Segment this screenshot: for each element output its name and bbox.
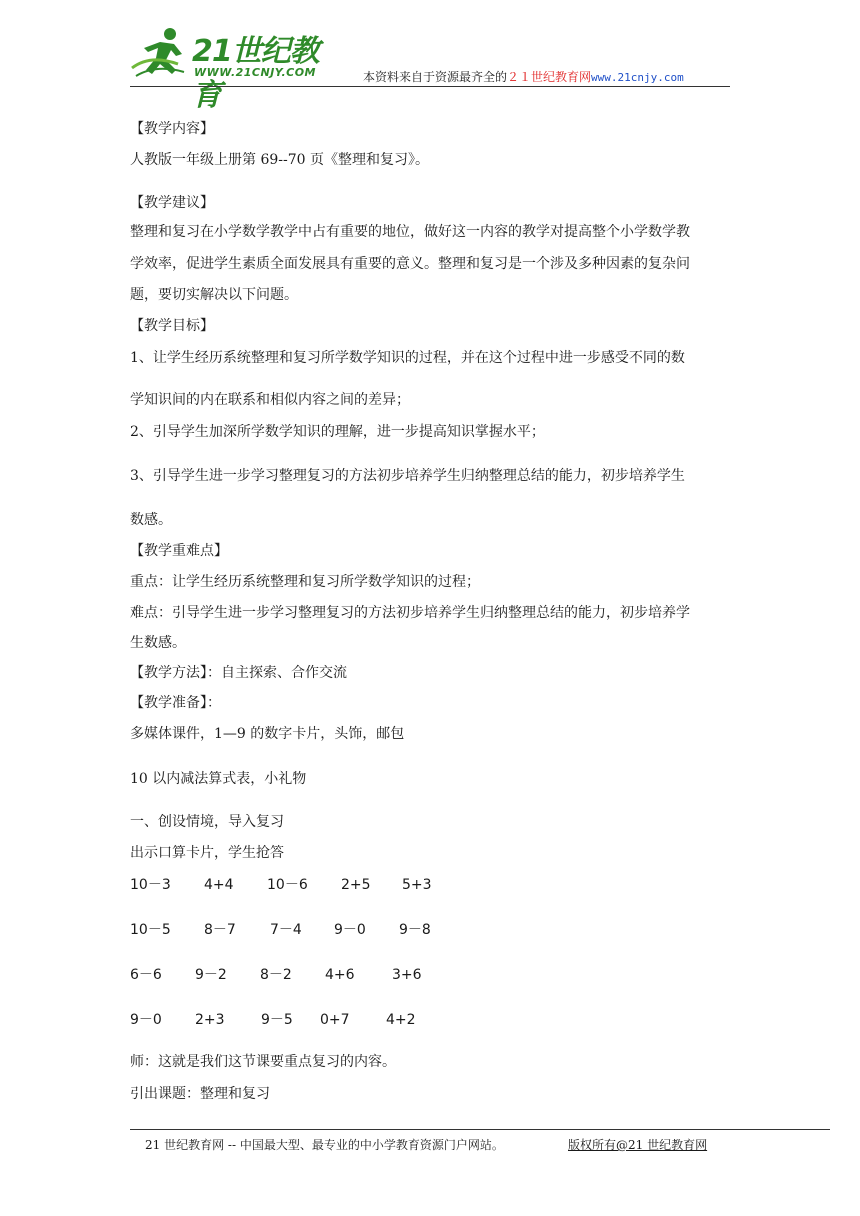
calc-item: 9－2: [195, 967, 227, 983]
section-heading-goals: 【教学目标】: [130, 318, 214, 334]
logo-url: WWW.21CNJY.COM: [194, 66, 316, 79]
page-header: [130, 24, 730, 113]
site-logo: [130, 24, 340, 113]
paragraph-line: 引出课题：整理和复习: [130, 1086, 270, 1102]
calc-item: 2+3: [195, 1012, 225, 1028]
header-note: [363, 68, 684, 85]
paragraph-line: 学知识间的内在联系和相似内容之间的差异；: [130, 392, 410, 408]
paragraph-line: 10 以内减法算式表，小礼物: [130, 771, 307, 787]
calc-item: 10－6: [267, 877, 308, 893]
section-heading-preparation: 【教学准备】：: [130, 695, 221, 711]
paragraph-line: 师：这就是我们这节课要重点复习的内容。: [130, 1054, 396, 1070]
paragraph-line: 出示口算卡片，学生抢答: [130, 845, 284, 861]
section-heading-methods: 【教学方法】：自主探索、合作交流: [130, 665, 347, 681]
section-heading-intro: 一、创设情境，导入复习: [130, 814, 284, 830]
calc-item: 4+4: [204, 877, 234, 893]
calc-item: 8－2: [260, 967, 292, 983]
calc-item: 9－0: [130, 1012, 162, 1028]
calc-item: 9－0: [334, 922, 366, 938]
calc-item: 4+2: [386, 1012, 416, 1028]
calc-item: 5+3: [402, 877, 432, 893]
paragraph-line: 题，要切实解决以下问题。: [130, 287, 298, 303]
section-heading-keypoints: 【教学重难点】: [130, 543, 228, 559]
paragraph-line: 生数感。: [130, 635, 186, 651]
paragraph-line: 数感。: [130, 512, 172, 528]
header-note-url[interactable]: www.21cnjy.com: [591, 71, 684, 84]
calc-item: 0+7: [320, 1012, 350, 1028]
section-heading-content: 【教学内容】: [130, 121, 214, 137]
calc-item: 9－5: [261, 1012, 293, 1028]
calc-item: 10－3: [130, 877, 171, 893]
paragraph-line: 1、让学生经历系统整理和复习所学数学知识的过程，并在这个过程中进一步感受不同的数: [130, 350, 685, 366]
logo-text: 21世纪教育: [192, 34, 319, 113]
paragraph-line: 整理和复习在小学数学教学中占有重要的地位，做好这一内容的教学对提高整个小学数学教: [130, 224, 690, 240]
calc-item: 3+6: [392, 967, 422, 983]
calc-item: 2+5: [341, 877, 371, 893]
paragraph-line: 重点：让学生经历系统整理和复习所学数学知识的过程；: [130, 574, 480, 590]
paragraph-line: 3、引导学生进一步学习整理复习的方法初步培养学生归纳整理总结的能力，初步培养学生: [130, 468, 685, 484]
calc-item: 6－6: [130, 967, 162, 983]
calc-item: 7－4: [270, 922, 302, 938]
paragraph-line: 人教版一年级上册第 69--70 页《整理和复习》。: [130, 152, 429, 168]
calc-item: 9－8: [399, 922, 431, 938]
paragraph-line: 难点：引导学生进一步学习整理复习的方法初步培养学生归纳整理总结的能力，初步培养学: [130, 605, 690, 621]
calc-item: 4+6: [325, 967, 355, 983]
paragraph-line: 学效率，促进学生素质全面发展具有重要的意义。整理和复习是一个涉及多种因素的复杂问: [130, 256, 690, 272]
paragraph-line: 多媒体课件，1—9 的数字卡片，头饰，邮包: [130, 726, 405, 742]
calc-item: 10－5: [130, 922, 171, 938]
header-divider: [130, 86, 730, 87]
footer-divider: [130, 1129, 830, 1130]
calc-item: 8－7: [204, 922, 236, 938]
paragraph-line: 2、引导学生加深所学数学知识的理解，进一步提高知识掌握水平；: [130, 424, 545, 440]
header-note-brand[interactable]: ２１世纪教育网: [507, 70, 592, 84]
copyright-link[interactable]: 版权所有@21 世纪教育网: [568, 1138, 708, 1152]
header-note-prefix: 本资料来自于资源最齐全的: [363, 70, 508, 84]
section-heading-suggestion: 【教学建议】: [130, 195, 214, 211]
footer-text: 21 世纪教育网 -- 中国最大型、最专业的中小学教育资源门户网站。: [145, 1138, 504, 1152]
running-figure-icon: [130, 24, 192, 86]
